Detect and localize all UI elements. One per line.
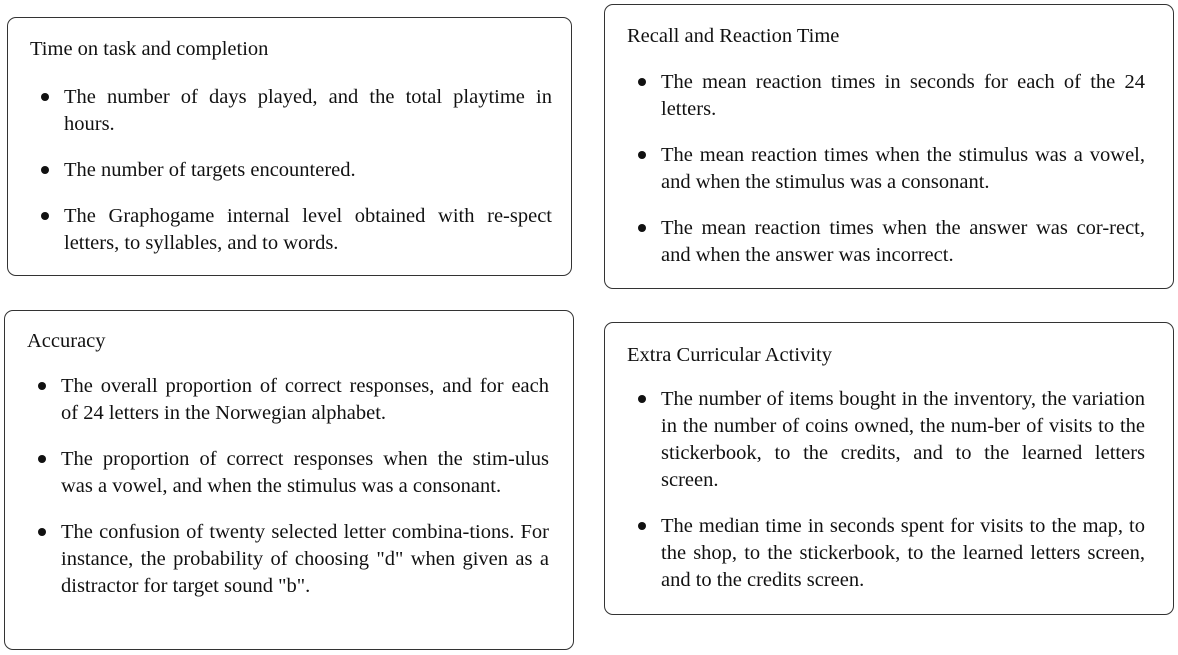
bullet-icon: [38, 382, 46, 390]
list-item: [64, 157, 552, 184]
list-item-text: The number of targets encountered.: [64, 159, 356, 181]
list-item-text: The number of days played, and the total playtime in hours.: [64, 86, 552, 135]
list-item-text: The confusion of twenty selected letter combina-tions. For instance, the probability of choosing "d" when given as a distractor for target sound "b".: [61, 521, 549, 597]
bullet-list: [61, 373, 549, 600]
bullet-icon: [638, 224, 646, 232]
bullet-icon: [41, 166, 49, 174]
panel-extra-curricular-activity: [604, 322, 1174, 615]
list-item-text: The proportion of correct responses when the stim-ulus was a vowel, and when the stimulus was a consonant.: [61, 448, 549, 497]
panel-accuracy: [4, 310, 574, 650]
list-item: [661, 513, 1145, 594]
bullet-icon: [41, 93, 49, 101]
list-item-text: The mean reaction times in seconds for each of the 24 letters.: [661, 71, 1145, 120]
bullet-icon: [38, 528, 46, 536]
list-item: [661, 215, 1145, 269]
list-item-text: The overall proportion of correct responses, and for each of 24 letters in the Norwegian alphabet.: [61, 375, 549, 424]
list-item: [64, 203, 552, 257]
bullet-list: [661, 69, 1145, 269]
list-item: [661, 386, 1145, 494]
panel-title: Accuracy: [27, 330, 106, 352]
list-item: [661, 142, 1145, 196]
panel-title: Recall and Reaction Time: [627, 25, 840, 47]
panel-time-on-task: [7, 17, 572, 276]
bullet-list: [64, 84, 552, 257]
list-item: [64, 84, 552, 138]
list-item: [661, 69, 1145, 123]
bullet-icon: [638, 151, 646, 159]
list-item-text: The Graphogame internal level obtained with re-spect letters, to syllables, and to words.: [64, 205, 552, 254]
list-item: [61, 373, 549, 427]
list-item-text: The mean reaction times when the answer was cor-rect, and when the answer was incorrect.: [661, 217, 1145, 266]
list-item-text: The number of items bought in the inventory, the variation in the number of coins owned, the num-ber of visits to the stickerbook, to the credits, and to the learned letters screen.: [661, 388, 1145, 491]
panel-title: Time on task and completion: [30, 38, 269, 60]
bullet-icon: [41, 212, 49, 220]
list-item-text: The mean reaction times when the stimulus was a vowel, and when the stimulus was a consonant.: [661, 144, 1145, 193]
bullet-icon: [638, 78, 646, 86]
panel-title: Extra Curricular Activity: [627, 344, 832, 366]
bullet-icon: [638, 522, 646, 530]
panel-recall-reaction-time: [604, 4, 1174, 289]
list-item-text: The median time in seconds spent for visits to the map, to the shop, to the stickerbook, to the learned letters screen, and to the credits screen.: [661, 515, 1145, 591]
bullet-icon: [638, 395, 646, 403]
list-item: [61, 519, 549, 600]
bullet-icon: [38, 455, 46, 463]
bullet-list: [661, 386, 1145, 594]
list-item: [61, 446, 549, 500]
